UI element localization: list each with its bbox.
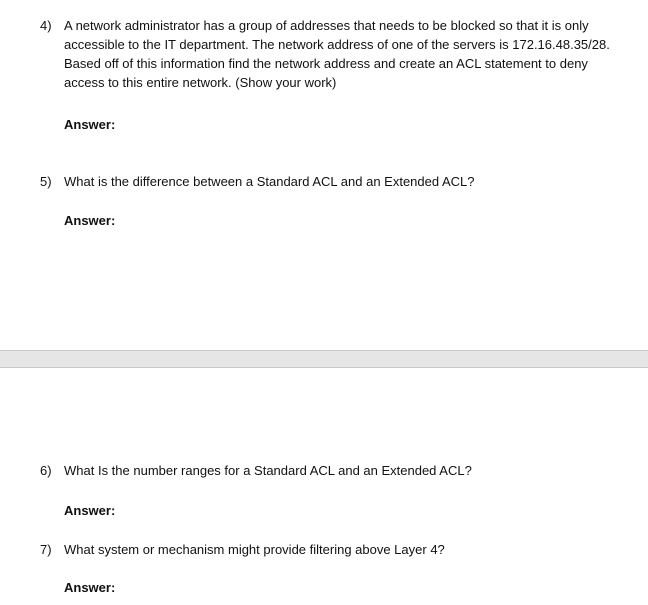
question-number: 5) — [40, 174, 52, 189]
question-text[interactable]: What system or mechanism might provide filtering above Layer 4? — [64, 542, 445, 557]
question-number: 4) — [40, 18, 52, 33]
page-break — [0, 350, 648, 368]
document-page-2 — [0, 368, 648, 605]
question-text[interactable]: What is the difference between a Standard ACL and an Extended ACL? — [64, 174, 475, 189]
question-number: 7) — [40, 542, 52, 557]
answer-label-6[interactable]: Answer: — [64, 503, 116, 518]
answer-label-7[interactable]: Answer: — [64, 580, 116, 595]
question-text[interactable]: A network administrator has a group of addresses that needs to be blocked so that it is only accessible to the IT department. The network address of one of the servers is 172.16.48.35/28. Based off of this information find the network address and create an ACL statement to deny access to this entire network. (Show your work) — [64, 18, 610, 90]
answer-label-5[interactable]: Answer: — [64, 213, 116, 228]
question-text[interactable]: What Is the number ranges for a Standard ACL and an Extended ACL? — [64, 463, 472, 478]
question-number: 6) — [40, 463, 52, 478]
answer-label-4[interactable]: Answer: — [64, 117, 116, 132]
